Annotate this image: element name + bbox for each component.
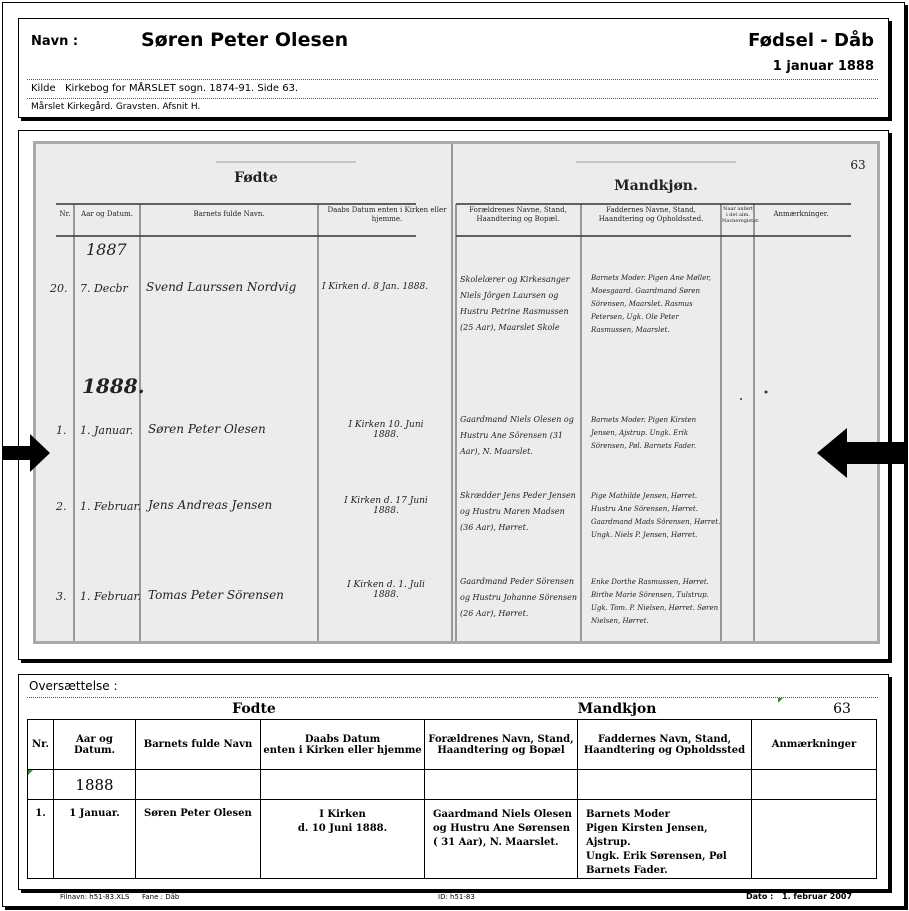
row-sponsors-line: Pigen Kirsten Jensen, Ajstrup. bbox=[586, 823, 708, 848]
scan-header-register: Naar anført i det alm. Navneregister. bbox=[722, 206, 760, 224]
col-name: Barnets fulde Navn bbox=[136, 720, 261, 770]
scan-year-1887: 1887 bbox=[86, 240, 127, 259]
col-baptism bbox=[261, 720, 425, 770]
translation-panel bbox=[18, 674, 889, 890]
cell-comment-marker bbox=[778, 698, 783, 703]
footer-dato-label: Dato : bbox=[746, 892, 774, 901]
col-sponsors bbox=[578, 720, 752, 770]
row-parents-line: ( 31 Aar), N. Maarslet. bbox=[433, 837, 559, 848]
col-parents-line-2: Haandtering og Bopæl bbox=[437, 744, 565, 756]
scan-row-parents: Skolelærer og Kirkesanger Niels Jörgen Laursen og Hustru Petrine Rasmussen (25 Aar), Maarslet Skole bbox=[460, 275, 570, 332]
mandkjon-heading: Mandkjon bbox=[577, 701, 657, 717]
event-date: 1 januar 1888 bbox=[772, 59, 874, 74]
col-remarks: Anmærkninger bbox=[752, 720, 877, 770]
empty-cell bbox=[136, 770, 261, 800]
col-baptism-line-1: Daabs Datum bbox=[304, 733, 381, 745]
empty-cell bbox=[578, 770, 752, 800]
row-sponsors-line: Barnets Fader. bbox=[586, 865, 668, 876]
col-parents bbox=[425, 720, 578, 770]
row-parents-line: og Hustru Ane Sørensen bbox=[433, 823, 571, 834]
footer-id: ID: h51-83 bbox=[438, 893, 475, 901]
row-name: Søren Peter Olesen bbox=[136, 800, 261, 879]
empty-cell bbox=[425, 770, 578, 800]
person-name: Søren Peter Olesen bbox=[141, 29, 349, 51]
col-sponsors-line-1: Faddernes Navn, Stand, bbox=[597, 733, 732, 745]
scan-row-date: 1. Februar. bbox=[80, 590, 142, 603]
arrow-right-icon bbox=[2, 434, 52, 472]
header-rule-2 bbox=[27, 98, 878, 99]
scan-row-date: 1. Januar. bbox=[80, 424, 134, 437]
row-baptism-line: d. 10 Juni 1888. bbox=[297, 823, 388, 834]
scan-header-name: Barnets fulde Navn. bbox=[193, 210, 265, 218]
row-nr: 1. bbox=[28, 800, 54, 879]
scan-row-sponsors: Enke Dorthe Rasmussen, Hørret. Birthe Marie Sörensen, Tulstrup. Ugk. Tom. P. Nielsen, Hørret. Søren Nielsen, Hørret. bbox=[591, 578, 719, 625]
scan-image bbox=[33, 141, 880, 644]
scan-title-left: Fødte bbox=[234, 170, 278, 186]
col-sponsors-line-2: Haandtering og Opholdssted bbox=[583, 744, 746, 756]
scan-row-nr: 1. bbox=[56, 424, 67, 437]
row-baptism-line: I Kirken bbox=[319, 809, 366, 820]
scan-row-nr: 20. bbox=[50, 282, 68, 295]
header-rule bbox=[27, 79, 878, 80]
scan-row-parents: Gaardmand Niels Olesen og Hustru Ane Sörensen (31 Aar), N. Maarslet. bbox=[460, 415, 574, 456]
footer-dato: 1. februar 2007 bbox=[782, 892, 853, 901]
row-remarks bbox=[752, 800, 877, 879]
scan-header-parents: Forældrenes Navne, Stand, Haandtering og Bopæl. bbox=[469, 206, 567, 223]
scan-row-parents: Gaardmand Peder Sörensen og Hustru Johanne Sörensen (26 Aar), Hørret. bbox=[460, 577, 577, 618]
scan-row-baptism: I Kirken d. 8 Jan. 1888. bbox=[322, 282, 429, 292]
scan-row-sponsors: Barnets Moder. Pigen Ane Møller, Moesgaard. Gaardmand Søren Sörensen, Maarslet. Rasmus Petersen, Ugk. Ole Peter Rasmussen, Maarslet. bbox=[591, 274, 712, 334]
scan-row-date: 1. Februar. bbox=[80, 500, 142, 513]
kilde-label: Kilde bbox=[31, 83, 56, 94]
row-parents bbox=[425, 800, 578, 879]
burial-text: Mårslet Kirkegård. Gravsten. Afsnit H. bbox=[31, 102, 201, 112]
scan-header-nr: Nr. bbox=[59, 210, 71, 218]
scan-panel bbox=[18, 130, 889, 660]
event-title: Fødsel - Dåb bbox=[748, 30, 874, 51]
row-date: 1 Januar. bbox=[54, 800, 136, 879]
scan-header-date: Aar og Datum. bbox=[81, 210, 133, 218]
scan-header-baptism: Daabs Datum enten i Kirken eller hjemme. bbox=[327, 206, 447, 223]
arrow-left-icon bbox=[817, 428, 909, 478]
scan-row-sponsors: Barnets Moder. Pigen Kirsten Jensen, Ajstrup. Ungk. Erik Sörensen, Pøl. Barnets Fader. bbox=[591, 416, 697, 450]
scan-row-nr: 3. bbox=[56, 590, 67, 603]
empty-cell bbox=[752, 770, 877, 800]
kilde-text: Kirkebog for MÅRSLET sogn. 1874-91. Side 63. bbox=[65, 83, 299, 94]
scan-year-1888: 1888. bbox=[82, 374, 145, 398]
col-date: Aar og Datum. bbox=[54, 720, 136, 770]
row-sponsors bbox=[578, 800, 752, 879]
scan-page-number: 63 bbox=[850, 158, 866, 172]
row-sponsors-line: Ungk. Erik Sørensen, Pøl bbox=[586, 851, 727, 862]
col-parents-line-1: Forældrenes Navn, Stand, bbox=[428, 733, 574, 745]
scan-row-parents: Skrædder Jens Peder Jensen og Hustru Maren Madsen (36 Aar), Hørret. bbox=[460, 491, 576, 532]
col-nr: Nr. bbox=[28, 720, 54, 770]
translation-table bbox=[27, 719, 877, 879]
scan-row-baptism: I Kirken d. 1. Juli 1888. bbox=[347, 580, 425, 600]
year-cell-nr bbox=[28, 770, 54, 800]
scan-row-baptism: I Kirken 10. Juni 1888. bbox=[348, 420, 424, 440]
navn-label: Navn : bbox=[31, 34, 79, 49]
scan-title-right: Mandkjøn. bbox=[614, 178, 698, 194]
col-baptism-line-2: enten i Kirken eller hjemme bbox=[263, 744, 422, 756]
scan-row-name: Svend Laurssen Nordvig bbox=[146, 280, 297, 294]
page-number: 63 bbox=[833, 701, 851, 717]
scan-row-name: Søren Peter Olesen bbox=[148, 422, 266, 436]
row-baptism bbox=[261, 800, 425, 879]
header-panel bbox=[18, 18, 889, 118]
scan-row-sponsors: Pige Mathilde Jensen, Hørret. Hustru Ane Sörensen, Hørret. Gaardmand Mads Sörensen, Hørret. Ungk. Niels P. Jensen, Hørret. bbox=[591, 492, 721, 539]
scan-row-date: 7. Decbr bbox=[80, 282, 128, 295]
row-sponsors-line: Barnets Moder bbox=[586, 809, 670, 820]
scan-row-name: Jens Andreas Jensen bbox=[148, 498, 273, 512]
translation-rule bbox=[27, 697, 878, 698]
fodte-heading: Fodte bbox=[232, 701, 276, 717]
scan-row-name: Tomas Peter Sörensen bbox=[148, 588, 284, 602]
scan-row-nr: 2. bbox=[56, 500, 67, 513]
scan-row-baptism: I Kirken d. 17 Juni 1888. bbox=[344, 496, 428, 516]
empty-cell bbox=[261, 770, 425, 800]
row-parents-line: Gaardmand Niels Olesen bbox=[433, 809, 572, 820]
scan-header-remarks: Anmærkninger. bbox=[773, 210, 829, 218]
footer-filename: Filnavn: h51-83.XLS bbox=[60, 893, 130, 901]
year-cell: 1888 bbox=[54, 770, 136, 800]
translation-label: Oversættelse : bbox=[29, 679, 118, 693]
cell-comment-marker bbox=[28, 770, 33, 775]
scan-header-sponsors: Faddernes Navne, Stand, Haandtering og Opholdssted. bbox=[598, 206, 704, 223]
footer-fane: Fane : Dåb bbox=[142, 893, 180, 901]
